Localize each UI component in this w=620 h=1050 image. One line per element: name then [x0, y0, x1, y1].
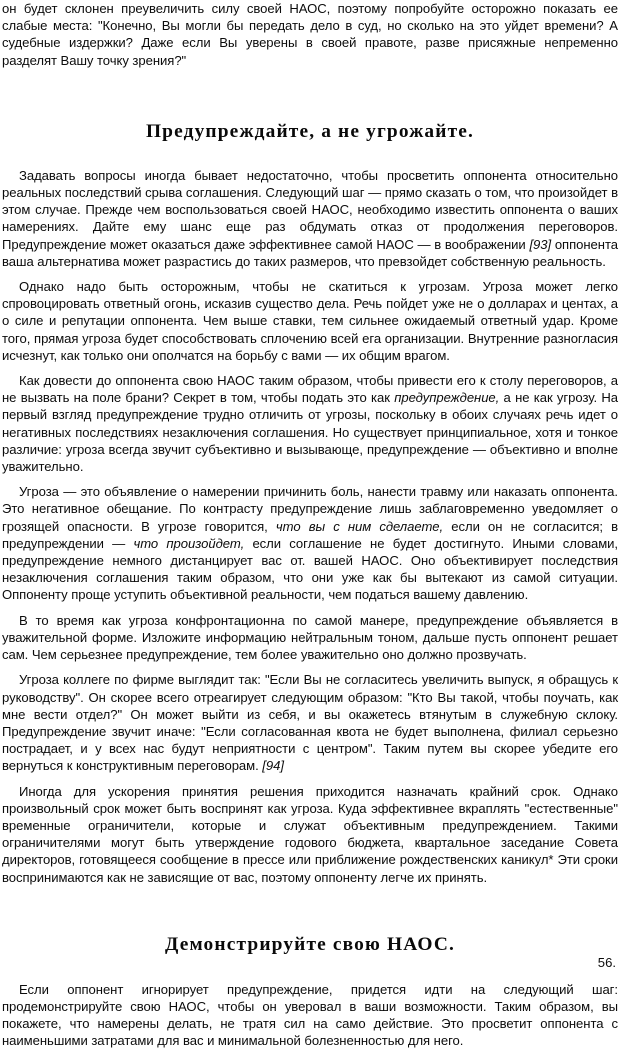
emphasis-text: что вы с ним сделаете,	[275, 518, 444, 534]
section-heading-demonstrate-your-batna: Демонстрируйте свою НАОС.	[164, 933, 456, 955]
paragraph: В то время как угроза конфронтационна по самой манере, предупреждение объявляется в уважительной форме. Изложите информацию нейтральным тоном, дальше пусть оппонент решает сам. Чем серьезнее предупреждение, тем более уважительно оно должно прозвучать.	[2, 612, 618, 663]
emphasis-text: [94]	[262, 758, 284, 774]
emphasis-text: что произойдет,	[133, 535, 245, 551]
paragraph: Угроза — это объявление о намерении причинить боль, нанести травму или наказать оппонента. Это негативное обещание. По контрасту предупреждение лишь заблаговременно уведомляет о грозящей опасности. В угрозе говорится, что вы с ним сделаете, если он не согласится; в предупреждении — что произойдет, если соглашение не будет достигнуто. Иными словами, предупреждение немного дистанцирует вас от. вашей НАОС. Оно объективирует последствия незаключения соглашения таким образом, что они уже как бы вытекают из самой ситуации. Оппоненту проще уступить объективной реальности, чем податься вашему давлению.	[2, 484, 619, 603]
paragraph: Угроза коллеге по фирме выглядит так: "Если Вы не согласитесь увеличить выпуск, я обращусь к руководству". Он скорее всего отреагирует следующим образом: "Кто Вы такой, чтобы поучать, как мне вести отдел?" Он может выйти из себя, и вы окажетесь втянутым в служебную склоку. Предупреждение звучит иначе: "Если согласованная квота не будет выполнена, филиал серьезно пострадает, и у всех нас будут неприятности с центром". Таким путем вы скорее убедите его вернуться к конструктивным переговорам. [94]	[2, 672, 618, 774]
section-two-body	[2, 981, 618, 1050]
paragraph: Однако надо быть осторожным, чтобы не скатиться к угрозам. Угроза может легко спровоцировать ответный огонь, исказив существо дела. Речь пойдет уже не о долларах и центах, а о силе и репутации оппонента. Чем выше ставки, тем сильнее ожидаемый ответный удар. Кроме того, прямая угроза будет способствовать сплочению всей ега организации. Внутренние разногласия исчезнут, как только они ополчатся на борьбу с вами — их общим врагом.	[2, 279, 618, 363]
paragraph: Задавать вопросы иногда бывает недостаточно, чтобы просветить оппонента относительно реальных последствий срыва соглашения. Следующий шаг — прямо сказать о том, что произойдет в этом случае. Прежде чем воспользоваться своей НАОС, необходимо известить оппонента о ваших намерениях. Дайте ему шанс еще раз обдумать отказ от продолжения переговоров. Предупреждение может оказаться даже эффективнее самой НАОС — в воображении [93] оппонента ваша альтернатива может разрастись до таких размеров, что превзойдет собственную реальность.	[2, 167, 618, 269]
emphasis-text: предупреждение,	[394, 390, 500, 406]
emphasis-text: [93]	[529, 236, 552, 252]
page-number: 56.	[597, 955, 616, 970]
paragraph: Иногда для ускорения принятия решения приходится назначать крайний срок. Однако произвольный срок может быть воспринят как угроза. Куда эффективнее вкраплять "естественные" временные ограничители, которые и служат объективным предупреждением. Такими ограничителями могут быть утверждение годового бюджета, квартальное заседание Совета директоров, готовящееся сообщение в прессе или приближение рождественских каникул* Эти сроки воспринимаются как не зависящие от вас, поэтому оппоненту легче их принять.	[2, 783, 618, 885]
paragraph: Как довести до оппонента свою НАОС таким образом, чтобы привести его к столу переговоров, а не вызвать на поле брани? Секрет в том, чтобы подать это как предупреждение, а не как угрозу. На первый взгляд предупреждение трудно отличить от угрозы, поскольку в обоих случаях речь идет о негативных последствиях незаключения соглашения. Но существует принципиальное, хотя и тонкое различие: угроза всегда звучит субъективно и вызывающе, предупреждение — объективно и вполне уважительно.	[2, 373, 618, 475]
section-heading-warn-dont-threaten: Предупреждайте, а не угрожайте.	[145, 120, 475, 142]
section-one-body	[2, 167, 618, 886]
paragraph: Если оппонент игнорирует предупреждение, придется идти на следующий шаг: продемонстрируйте свою НАОС, чтобы он уверовал в ваши возможности. Таким образом, вы покажете, что намерены делать, не тратя сил на само действие. Это просветит оппонента с наименьшими затратами для вас и минимальной болезненностью для него.	[2, 981, 618, 1049]
intro-paragraph: он будет склонен преувеличить силу своей НАОС, поэтому попробуйте осторожно показать ее слабые места: "Конечно, Вы могли бы передать дело в суд, но сколько на это уйдет времени? А судебные издержки? Даже если Вы уверены в своей правоте, разве присяжные непременно разделят Вашу точку зрения?"	[2, 1, 618, 68]
